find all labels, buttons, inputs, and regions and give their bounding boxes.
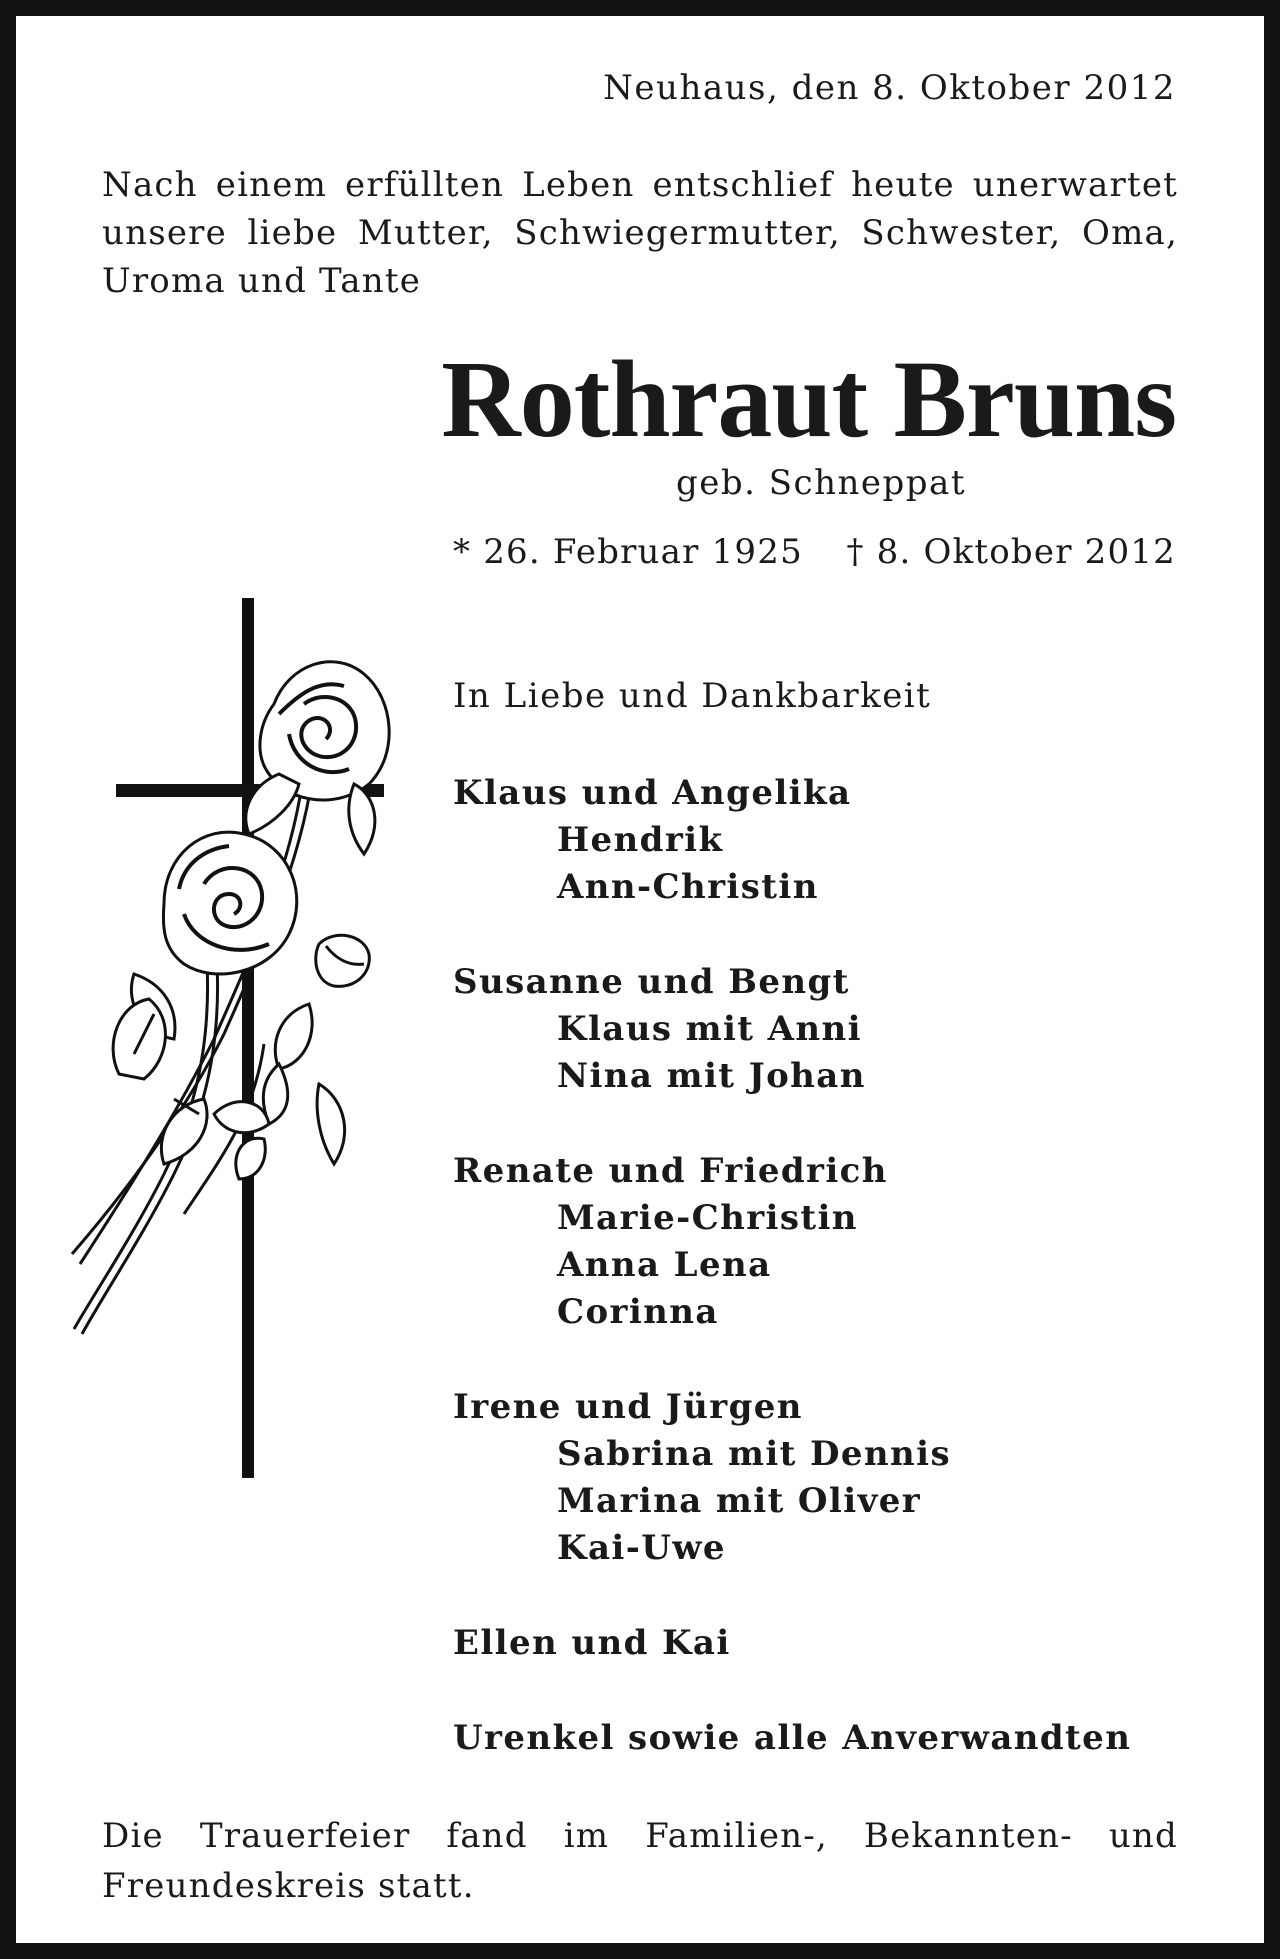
family-head: Renate und Friedrich <box>453 1151 888 1191</box>
family-member: Kai-Uwe <box>557 1528 726 1568</box>
family-head: Urenkel sowie alle Anverwandten <box>453 1718 1132 1758</box>
family-group-renate <box>453 1148 1131 1336</box>
family-member: Klaus mit Anni <box>557 1009 862 1049</box>
family-head: Klaus und Angelika <box>453 773 852 813</box>
family-group-relatives <box>453 1715 1131 1762</box>
family-member: Marie-Christin <box>557 1198 858 1238</box>
family-group-klaus <box>453 770 1131 911</box>
family-member: Anna Lena <box>557 1245 772 1285</box>
family-list <box>453 770 1131 1810</box>
maiden-name: geb. Schneppat <box>676 463 966 503</box>
family-group-susanne <box>453 959 1131 1100</box>
deceased-name: Rothraut Bruns <box>441 338 1176 460</box>
dateline: Neuhaus, den 8. Oktober 2012 <box>603 68 1176 108</box>
family-member: Sabrina mit Dennis <box>557 1434 952 1474</box>
intro-text: Nach einem erfüllten Leben entschlief heute unerwartet unsere liebe Mutter, Schwiegermutter, Schwester, Oma, Uroma und Tante <box>102 165 1178 301</box>
cross-with-roses-icon <box>64 594 404 1484</box>
closing-text: Die Trauerfeier fand im Familien-, Bekannten- und Freundeskreis statt. <box>102 1816 1178 1906</box>
dedication-line: In Liebe und Dankbarkeit <box>453 676 932 716</box>
family-head: Ellen und Kai <box>453 1623 731 1663</box>
family-head: Irene und Jürgen <box>453 1387 803 1427</box>
family-member: Corinna <box>557 1292 719 1332</box>
family-group-irene <box>453 1384 1131 1572</box>
family-member: Nina mit Johan <box>557 1056 866 1096</box>
family-member: Hendrik <box>557 820 724 860</box>
family-group-ellen <box>453 1620 1131 1667</box>
family-member: Marina mit Oliver <box>557 1481 922 1521</box>
death-date: † 8. Oktober 2012 <box>846 532 1176 572</box>
family-member: Ann-Christin <box>557 867 819 907</box>
family-head: Susanne und Bengt <box>453 962 850 1002</box>
birth-date: * 26. Februar 1925 <box>453 532 803 572</box>
